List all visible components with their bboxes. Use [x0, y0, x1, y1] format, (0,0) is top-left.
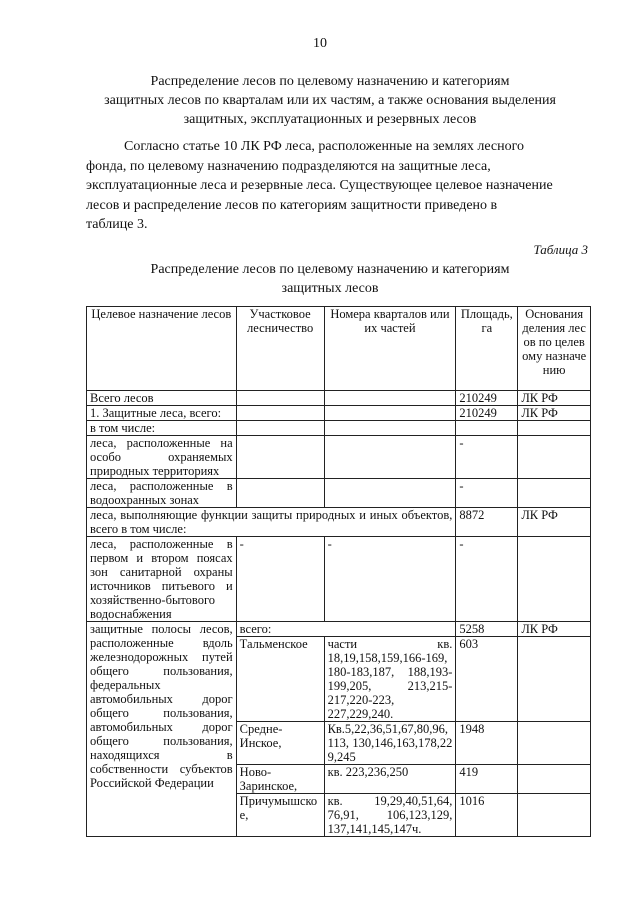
quarters-cell: -	[324, 537, 456, 622]
page-number: 10	[313, 36, 327, 51]
area-cell: -	[456, 479, 518, 508]
forest-distribution-table	[86, 306, 591, 837]
column-header: Целевое назначение лесов	[87, 307, 237, 391]
row-label: леса, расположенные в водоохранных зонах	[87, 479, 237, 508]
paragraph-line: Согласно статье 10 ЛК РФ леса, расположенные на землях лесного	[124, 139, 524, 154]
table-header-row	[87, 307, 591, 391]
table-row	[87, 421, 591, 436]
area-cell: -	[456, 537, 518, 622]
table-row	[87, 622, 591, 637]
area-cell: 1948	[456, 722, 518, 765]
basis-cell: ЛК РФ	[518, 508, 591, 537]
district-cell: -	[236, 537, 324, 622]
column-header: Площадь, га	[456, 307, 518, 391]
area-cell: 210249	[456, 406, 518, 421]
district-cell: всего:	[236, 622, 456, 637]
basis-cell: ЛК РФ	[518, 622, 591, 637]
paragraph-line: эксплуатационные леса и резервные леса. Существующее целевое назначение	[86, 178, 553, 194]
row-label: Всего лесов	[87, 391, 237, 406]
row-label: леса, выполняющие функции защиты природных и иных объектов, всего в том числе:	[87, 508, 456, 537]
area-cell: 5258	[456, 622, 518, 637]
row-label: защитные полосы лесов, расположенные вдоль железнодорожных путей общего пользования, федеральных автомобильных дорог общего пользования, автомобильных дорог общего пользования, находящихся в собственности субъектов Российской Федерации	[87, 622, 237, 837]
quarters-cell: кв. 19,29,40,51,64, 76,91, 106,123,129, 137,141,145,147ч.	[324, 794, 456, 837]
area-cell: 419	[456, 765, 518, 794]
row-label: леса, расположенные на особо охраняемых природных территориях	[87, 436, 237, 479]
column-header: Основания деления лесов по целевому назначению	[518, 307, 591, 391]
area-cell: 603	[456, 637, 518, 722]
district-cell: Ново-Заринское,	[236, 765, 324, 794]
column-header: Участковое лесничество	[236, 307, 324, 391]
quarters-cell: части кв. 18,19,158,159,166-169, 180-183,187, 188,193-199,205, 213,215-217,220-223, 227,229,240.	[324, 637, 456, 722]
paragraph-line: фонда, по целевому назначению подразделяются на защитные леса,	[86, 158, 491, 174]
table-title-line: защитных лесов	[281, 281, 379, 296]
table-number-label: Таблица 3	[533, 242, 588, 257]
district-cell: Причумышское,	[236, 794, 324, 837]
table-title-line: Распределение лесов по целевому назначению и категориям	[150, 262, 510, 277]
area-cell: 1016	[456, 794, 518, 837]
column-header: Номера кварталов или их частей	[324, 307, 456, 391]
district-cell: Тальменское	[236, 637, 324, 722]
table-row	[87, 537, 591, 622]
table-title	[70, 260, 590, 298]
heading-line: Распределение лесов по целевому назначению и категориям	[150, 74, 510, 89]
table-row	[87, 508, 591, 537]
row-label: 1. Защитные леса, всего:	[87, 406, 237, 421]
table-row	[87, 479, 591, 508]
area-cell: 8872	[456, 508, 518, 537]
paragraph-line: лесов и распределение лесов по категориям защитности приведено в	[86, 197, 498, 213]
section-heading	[70, 72, 590, 129]
row-label: в том числе:	[87, 421, 237, 436]
basis-cell: ЛК РФ	[518, 391, 591, 406]
table-row	[87, 436, 591, 479]
paragraph-line: таблице 3.	[86, 217, 148, 233]
row-label: леса, расположенные в первом и втором поясах зон санитарной охраны источников питьевого и хозяйственно-бытового водоснабжения	[87, 537, 237, 622]
district-cell: Средне-Инское,	[236, 722, 324, 765]
quarters-cell: Кв.5,22,36,51,67,80,96, 113, 130,146,163,178,229,245	[324, 722, 456, 765]
heading-line: защитных, эксплуатационных и резервных лесов	[183, 112, 477, 127]
table-row	[87, 391, 591, 406]
area-cell: -	[456, 436, 518, 479]
area-cell: 210249	[456, 391, 518, 406]
basis-cell: ЛК РФ	[518, 406, 591, 421]
quarters-cell: кв. 223,236,250	[324, 765, 456, 794]
intro-paragraph	[86, 137, 586, 235]
heading-line: защитных лесов по кварталам или их частям, а также основания выделения	[104, 93, 556, 108]
table-row	[87, 406, 591, 421]
